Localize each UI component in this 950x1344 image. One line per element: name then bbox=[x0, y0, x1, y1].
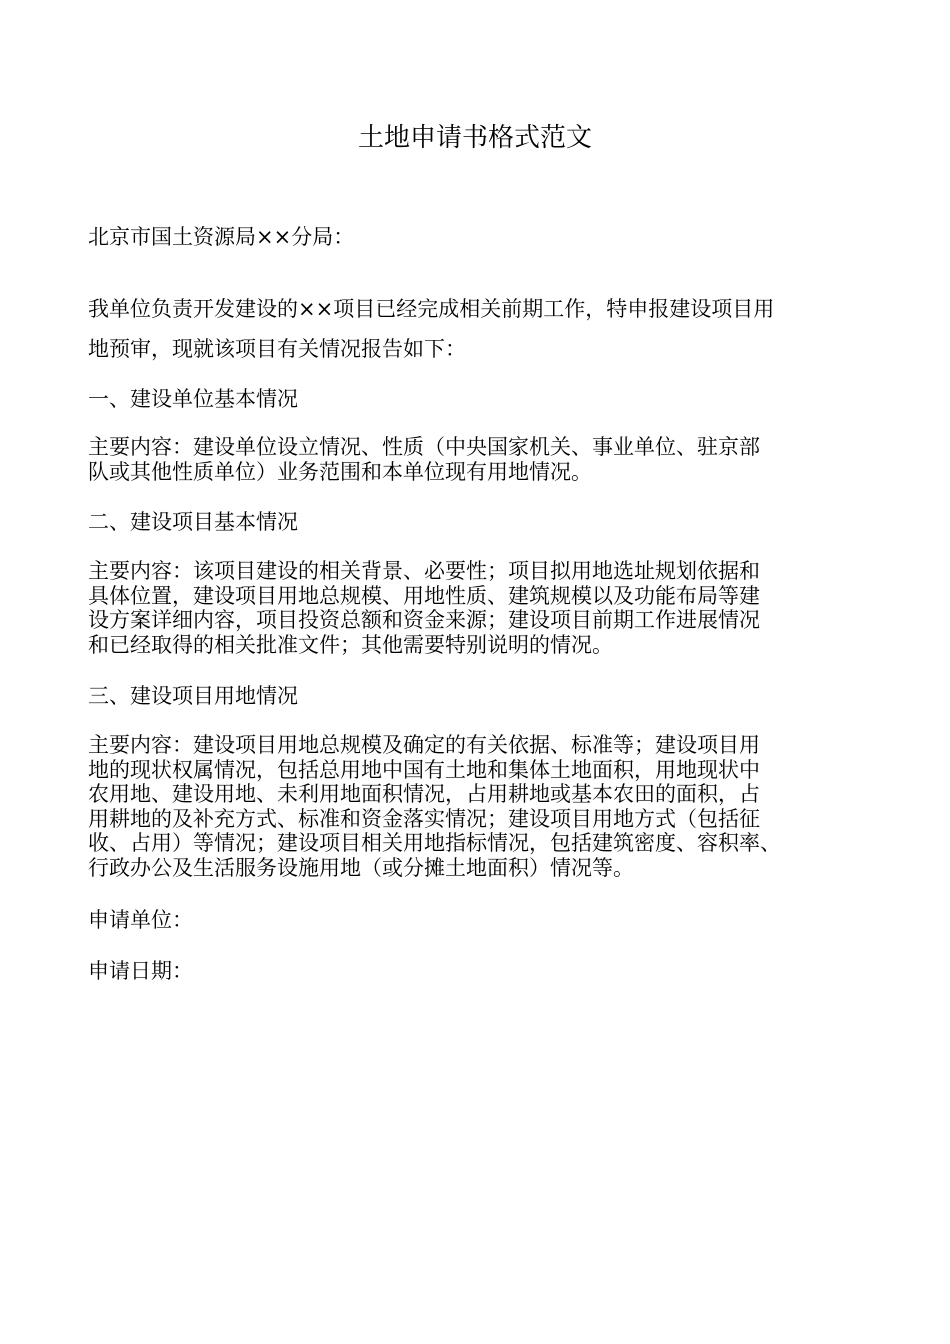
applicant-label: 申请单位： bbox=[88, 908, 193, 932]
body-line: 主要内容：建设项目用地总规模及确定的有关依据、标准等；建设项目用 bbox=[88, 733, 760, 757]
section-heading-3: 三、建设项目用地情况 bbox=[88, 684, 298, 708]
section-body-1 bbox=[88, 435, 866, 484]
body-line: 行政办公及生活服务设施用地（或分摊土地面积）情况等。 bbox=[88, 855, 634, 880]
date-label: 申请日期： bbox=[88, 959, 193, 983]
section-body-2 bbox=[88, 559, 866, 657]
body-line: 队或其他性质单位）业务范围和本单位现有用地情况。 bbox=[88, 459, 592, 484]
document-title: 土地申请书格式范文 bbox=[357, 123, 592, 153]
body-line: 用耕地的及补充方式、标准和资金落实情况；建设项目用地方式（包括征 bbox=[88, 806, 760, 831]
body-line: 具体位置，建设项目用地总规模、用地性质、建筑规模以及功能布局等建 bbox=[88, 583, 760, 608]
body-line: 设方案详细内容，项目投资总额和资金来源；建设项目前期工作进展情况 bbox=[88, 608, 760, 632]
section-body-3 bbox=[88, 733, 866, 880]
intro-line-1: 我单位负责开发建设的××项目已经完成相关前期工作，特申报建设项目用 bbox=[88, 297, 775, 321]
body-line: 主要内容：该项目建设的相关背景、必要性；项目拟用地选址规划依据和 bbox=[88, 559, 760, 583]
body-line: 收、占用）等情况；建设项目相关用地指标情况，包括建筑密度、容积率、 bbox=[88, 831, 781, 855]
body-line: 和已经取得的相关批准文件；其他需要特别说明的情况。 bbox=[88, 632, 613, 657]
body-line: 地的现状权属情况，包括总用地中国有土地和集体土地面积，用地现状中 bbox=[88, 757, 760, 782]
section-heading-2: 二、建设项目基本情况 bbox=[88, 510, 298, 534]
intro-line-2: 地预审，现就该项目有关情况报告如下： bbox=[88, 337, 466, 361]
body-line: 农用地、建设用地、未利用地面积情况，占用耕地或基本农田的面积，占 bbox=[88, 782, 760, 806]
body-line: 主要内容：建设单位设立情况、性质（中央国家机关、事业单位、驻京部 bbox=[88, 435, 760, 459]
salutation: 北京市国土资源局××分局： bbox=[88, 225, 355, 249]
section-heading-1: 一、建设单位基本情况 bbox=[88, 387, 298, 411]
